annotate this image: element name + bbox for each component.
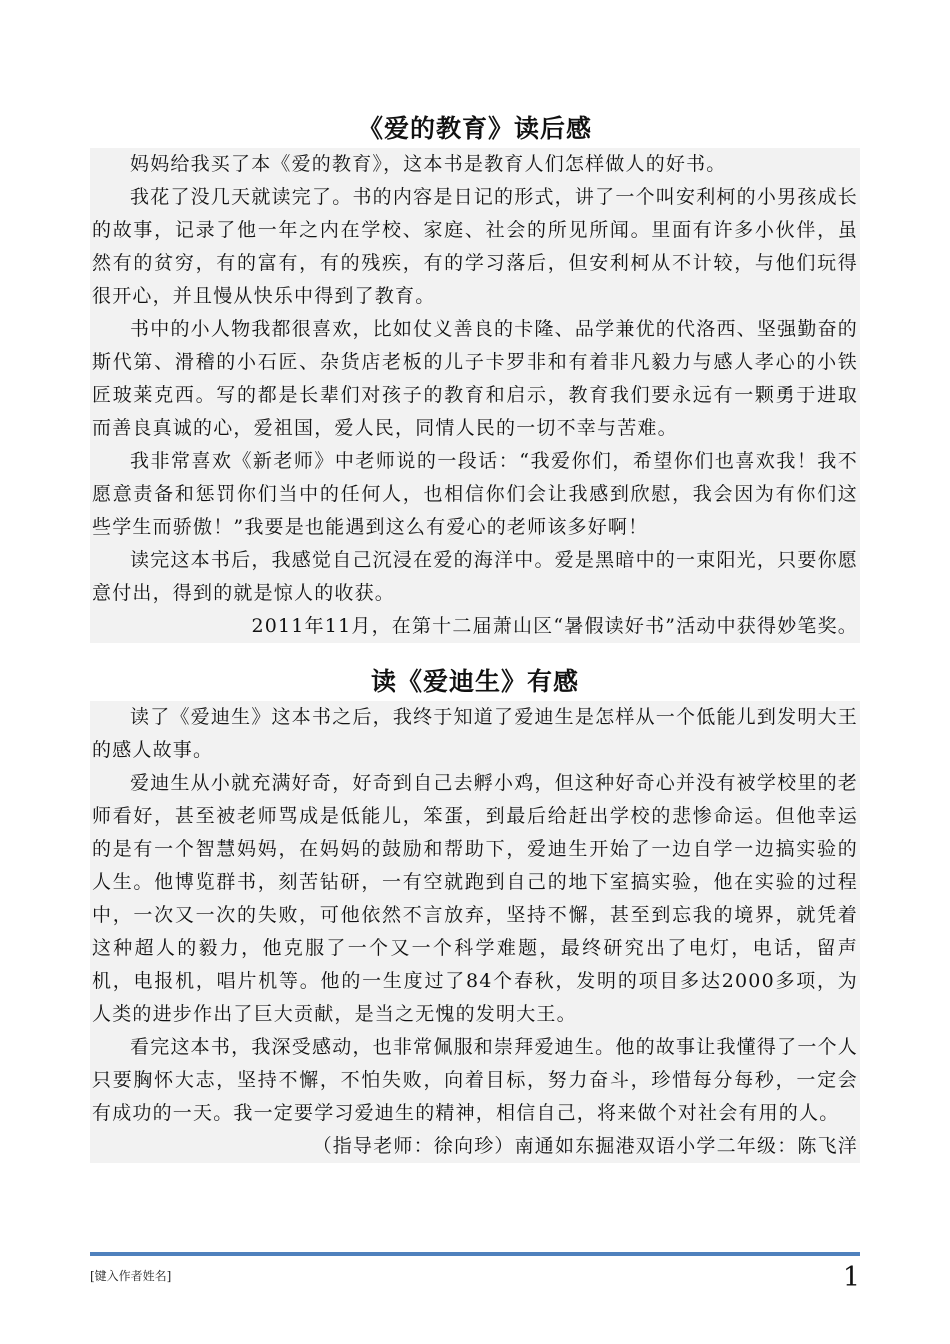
paragraph: 读了《爱迪生》这本书之后，我终于知道了爱迪生是怎样从一个低能儿到发明大王的感人故事。: [92, 706, 858, 761]
essay-edison: [90, 665, 860, 1163]
essay-body: [90, 701, 860, 1163]
page-number: 1: [842, 1262, 860, 1293]
author-note: （指导老师：徐向珍）南通如东掘港双语小学二年级：陈飞洋: [312, 1135, 858, 1157]
footer-divider: [90, 1252, 860, 1256]
paragraph: 妈妈给我买了本《爱的教育》，这本书是教育人们怎样做人的好书。: [130, 153, 727, 175]
footer-author-placeholder[interactable]: [键入作者姓名]: [90, 1269, 172, 1283]
paragraph: 我花了没几天就读完了。书的内容是日记的形式，讲了一个叫安利柯的小男孩成长的故事，记录了他一年之内在学校、家庭、社会的所见所闻。里面有许多小伙伴，虽然有的贫穷，有的富有，有的残疾，有的学习落后，但安利柯从不计较，与他们玩得很开心，并且慢从快乐中得到了教育。: [92, 186, 858, 307]
essay-title: 读《爱迪生》有感: [370, 667, 579, 696]
paragraph: 读完这本书后，我感觉自己沉浸在爱的海洋中。爱是黑暗中的一束阳光，只要你愿意付出，得到的就是惊人的收获。: [92, 549, 858, 604]
paragraph: 书中的小人物我都很喜欢，比如仗义善良的卡隆、品学兼优的代洛西、坚强勤奋的斯代第、滑稽的小石匠、杂货店老板的儿子卡罗非和有着非凡毅力与感人孝心的小铁匠玻莱克西。写的都是长辈们对孩子的教育和启示，教育我们要永远有一颗勇于进取而善良真诚的心，爱祖国，爱人民，同情人民的一切不幸与苦难。: [92, 318, 858, 439]
essay-body: [90, 148, 860, 643]
essay-title: 《爱的教育》读后感: [357, 114, 592, 143]
paragraph: 爱迪生从小就充满好奇，好奇到自己去孵小鸡，但这种好奇心并没有被学校里的老师看好，甚至被老师骂成是低能儿，笨蛋，到最后给赶出学校的悲惨命运。但他幸运的是有一个智慧妈妈，在妈妈的鼓励和帮助下，爱迪生开始了一边自学一边搞实验的人生。他博览群书，刻苦钻研，一有空就跑到自己的地下室搞实验，他在实验的过程中，一次又一次的失败，可他依然不言放弃，坚持不懈，甚至到忘我的境界，就凭着这种超人的毅力，他克服了一个又一个科学难题，最终研究出了电灯，电话，留声机，电报机，唱片机等。他的一生度过了84个春秋，发明的项目多达2000多项，为人类的进步作出了巨大贡献，是当之无愧的发明大王。: [92, 772, 858, 1025]
paragraph: 我非常喜欢《新老师》中老师说的一段话：“我爱你们，希望你们也喜欢我！我不愿意责备和惩罚你们当中的任何人，也相信你们会让我感到欣慰，我会因为有你们这些学生而骄傲！”我要是也能遇到这么有爱心的老师该多好啊！: [92, 450, 858, 538]
award-note: 2011年11月，在第十二届萧山区“暑假读好书”活动中获得妙笔奖。: [251, 615, 858, 637]
essay-love-education: [90, 112, 860, 643]
paragraph: 看完这本书，我深受感动，也非常佩服和崇拜爱迪生。他的故事让我懂得了一个人只要胸怀大志，坚持不懈，不怕失败，向着目标，努力奋斗，珍惜每分每秒，一定会有成功的一天。我一定要学习爱迪生的精神，相信自己，将来做个对社会有用的人。: [92, 1036, 858, 1124]
